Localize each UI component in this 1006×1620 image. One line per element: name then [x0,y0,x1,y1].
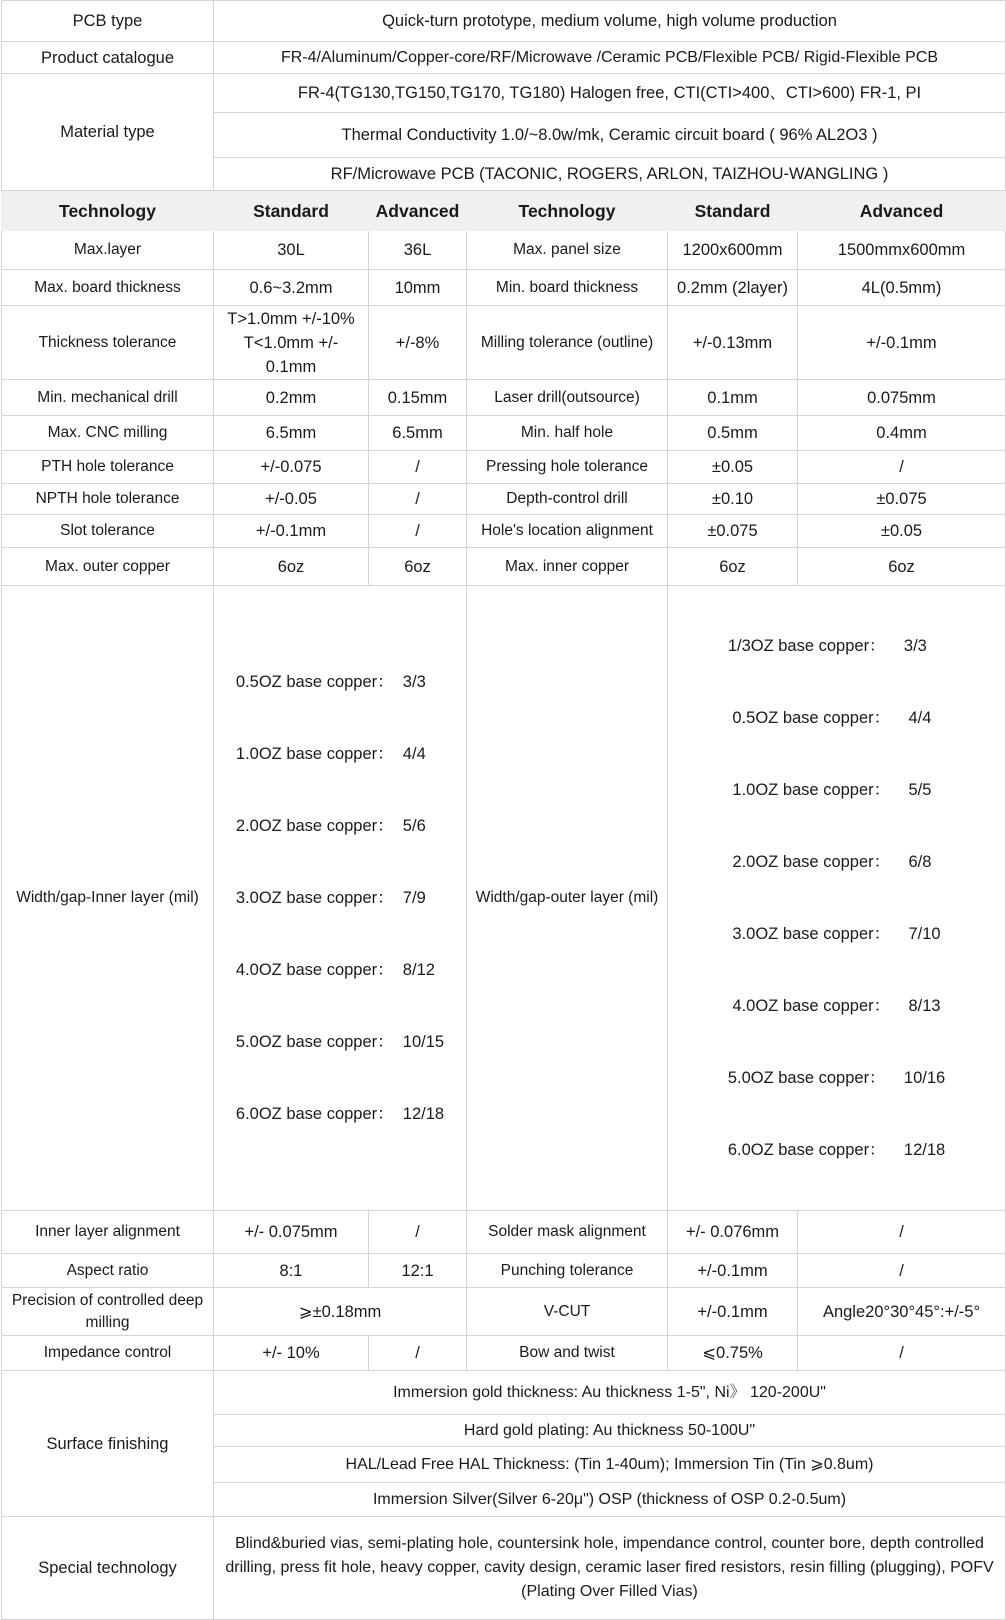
copper-line: 1.0OZ base copper： 5/5 [727,781,932,799]
standard-value: ±0.075 [668,515,798,548]
advanced-value: 12:1 [369,1254,467,1288]
advanced-value: / [798,1211,1006,1254]
spec-name: Max. panel size [467,231,668,270]
advanced-value: / [369,1336,467,1371]
spec-name: Thickness tolerance [2,306,214,380]
standard-value: 0.6~3.2mm [214,270,369,306]
width-gap-outer-values [668,586,1006,1211]
pcb-capability-table [1,0,1006,1620]
spec-name: Max. outer copper [2,548,214,586]
spec-name: Depth-control drill [467,484,668,515]
copper-line: 3.0OZ base copper： 7/9 [235,889,426,907]
material-type-value: FR-4(TG130,TG150,TG170, TG180) Halogen free, CTI(CTI>400、CTI>600) FR-1, PI [214,74,1006,113]
standard-value: T>1.0mm +/-10% T<1.0mm +/- 0.1mm [214,306,369,380]
spec-name: Laser drill(outsource) [467,380,668,416]
standard-value: +/- 0.076mm [668,1211,798,1254]
table-row [2,380,1006,416]
spec-name: Max. CNC milling [2,416,214,451]
table-row [2,1336,1006,1371]
advanced-value: / [369,451,467,484]
standard-value: 0.1mm [668,380,798,416]
header-technology: Technology [2,191,214,231]
material-type-value: Thermal Conductivity 1.0/~8.0w/mk, Ceramic circuit board ( 96% AL2O3 ) [214,113,1006,158]
surface-finishing-value: Hard gold plating: Au thickness 50-100U" [214,1415,1006,1447]
standard-value: 0.2mm (2layer) [668,270,798,306]
standard-value: +/-0.13mm [668,306,798,380]
standard-value: ±0.05 [668,451,798,484]
pcb-type-value: Quick-turn prototype, medium volume, high volume production [214,1,1006,42]
surface-finishing-row [2,1371,1006,1415]
spec-name: Aspect ratio [2,1254,214,1288]
header-technology: Technology [467,191,668,231]
copper-line: 6.0OZ base copper： 12/18 [727,1141,946,1159]
surface-finishing-label: Surface finishing [2,1371,214,1517]
table-row [2,416,1006,451]
copper-line: 0.5OZ base copper： 4/4 [727,709,932,727]
spec-name: Milling tolerance (outline) [467,306,668,380]
copper-line: 0.5OZ base copper： 3/3 [235,673,426,691]
advanced-value: +/-0.1mm [798,306,1006,380]
special-technology-value: Blind&buried vias, semi-plating hole, countersink hole, impendance control, counter bore, depth controlled drilling, press fit hole, heavy copper, cavity design, ceramic laser fired resistors, resin filling (plugging), POFV (Plating Over Filled Vias) [214,1517,1006,1620]
standard-value: +/-0.05 [214,484,369,515]
standard-value: +/-0.1mm [214,515,369,548]
special-technology-row [2,1517,1006,1620]
spec-name: V-CUT [467,1288,668,1336]
pcb-type-label: PCB type [2,1,214,42]
standard-value: ⩽0.75% [668,1336,798,1371]
standard-value: +/- 0.075mm [214,1211,369,1254]
spec-name: Min. half hole [467,416,668,451]
standard-value: 0.5mm [668,416,798,451]
copper-line: 3.0OZ base copper： 7/10 [727,925,941,943]
spec-name: Min. board thickness [467,270,668,306]
spec-name: Max.layer [2,231,214,270]
pcb-type-row [2,1,1006,42]
table-row [2,451,1006,484]
advanced-value: / [798,1336,1006,1371]
table-row [2,1288,1006,1336]
spec-name: Solder mask alignment [467,1211,668,1254]
advanced-value: 6.5mm [369,416,467,451]
standard-value: +/-0.075 [214,451,369,484]
width-gap-outer-label: Width/gap-outer layer (mil) [467,586,668,1211]
table-row [2,306,1006,380]
spec-name: Impedance control [2,1336,214,1371]
advanced-value: 10mm [369,270,467,306]
standard-value: 1200x600mm [668,231,798,270]
material-type-label: Material type [2,74,214,191]
advanced-value: ±0.05 [798,515,1006,548]
header-standard: Standard [668,191,798,231]
copper-line: 6.0OZ base copper： 12/18 [235,1105,445,1123]
spec-name: Slot tolerance [2,515,214,548]
copper-line: 5.0OZ base copper： 10/16 [727,1069,946,1087]
copper-line: 5.0OZ base copper： 10/15 [235,1033,445,1051]
copper-line: 1.0OZ base copper： 4/4 [235,745,426,763]
header-standard: Standard [214,191,369,231]
copper-line: 1/3OZ base copper： 3/3 [727,637,927,655]
width-gap-inner-values [214,586,467,1211]
table-row [2,515,1006,548]
standard-value: +/-0.1mm [668,1254,798,1288]
standard-value: ±0.10 [668,484,798,515]
copper-line: 4.0OZ base copper： 8/12 [235,961,435,979]
advanced-value: / [369,1211,467,1254]
material-type-row [2,74,1006,113]
spec-name: NPTH hole tolerance [2,484,214,515]
standard-value: 30L [214,231,369,270]
spec-name: Max. inner copper [467,548,668,586]
product-catalogue-value: FR-4/Aluminum/Copper-core/RF/Microwave /Ceramic PCB/Flexible PCB/ Rigid-Flexible PCB [214,42,1006,74]
width-gap-row [2,586,1006,1211]
advanced-value: / [798,1254,1006,1288]
table-header-row [2,191,1006,231]
advanced-value: 4L(0.5mm) [798,270,1006,306]
standard-value: 0.2mm [214,380,369,416]
surface-finishing-value: Immersion gold thickness: Au thickness 1-5", Ni》 120-200U" [214,1371,1006,1415]
advanced-value: / [798,451,1006,484]
spec-name: Inner layer alignment [2,1211,214,1254]
copper-line: 4.0OZ base copper： 8/13 [727,997,941,1015]
table-row [2,1211,1006,1254]
surface-finishing-value: HAL/Lead Free HAL Thickness: (Tin 1-40um); Immersion Tin (Tin ⩾0.8um) [214,1447,1006,1483]
advanced-value: Angle20°30°45°:+/-5° [798,1288,1006,1336]
spec-name: Pressing hole tolerance [467,451,668,484]
spec-name: Max. board thickness [2,270,214,306]
header-advanced: Advanced [369,191,467,231]
spec-name: PTH hole tolerance [2,451,214,484]
spec-name: Precision of controlled deep milling [2,1288,214,1336]
advanced-value: +/-8% [369,306,467,380]
standard-value: 8:1 [214,1254,369,1288]
standard-value: +/- 10% [214,1336,369,1371]
table-row [2,1254,1006,1288]
standard-value: 6oz [668,548,798,586]
copper-line: 2.0OZ base copper： 6/8 [727,853,932,871]
advanced-value: 0.4mm [798,416,1006,451]
table-row [2,231,1006,270]
advanced-value: / [369,515,467,548]
table-row [2,548,1006,586]
standard-value: 6oz [214,548,369,586]
spec-name: Bow and twist [467,1336,668,1371]
width-gap-inner-label: Width/gap-Inner layer (mil) [2,586,214,1211]
spec-name: Hole's location alignment [467,515,668,548]
special-technology-label: Special technology [2,1517,214,1620]
material-type-value: RF/Microwave PCB (TACONIC, ROGERS, ARLON, TAIZHOU-WANGLING ) [214,158,1006,191]
surface-finishing-value: Immersion Silver(Silver 6-20μ") OSP (thickness of OSP 0.2-0.5um) [214,1483,1006,1517]
table-row [2,484,1006,515]
advanced-value: / [369,484,467,515]
copper-list [236,622,444,1174]
product-catalogue-label: Product catalogue [2,42,214,74]
spec-name: Punching tolerance [467,1254,668,1288]
advanced-value: 0.15mm [369,380,467,416]
spec-name: Min. mechanical drill [2,380,214,416]
advanced-value: 1500mmx600mm [798,231,1006,270]
copper-list [728,586,945,1210]
product-catalogue-row [2,42,1006,74]
header-advanced: Advanced [798,191,1006,231]
copper-line: 2.0OZ base copper： 5/6 [235,817,426,835]
standard-value: 6.5mm [214,416,369,451]
advanced-value: ±0.075 [798,484,1006,515]
advanced-value: 36L [369,231,467,270]
standard-value: +/-0.1mm [668,1288,798,1336]
advanced-value: 0.075mm [798,380,1006,416]
table-row [2,270,1006,306]
advanced-value: 6oz [369,548,467,586]
standard-value: ⩾±0.18mm [214,1288,467,1336]
advanced-value: 6oz [798,548,1006,586]
